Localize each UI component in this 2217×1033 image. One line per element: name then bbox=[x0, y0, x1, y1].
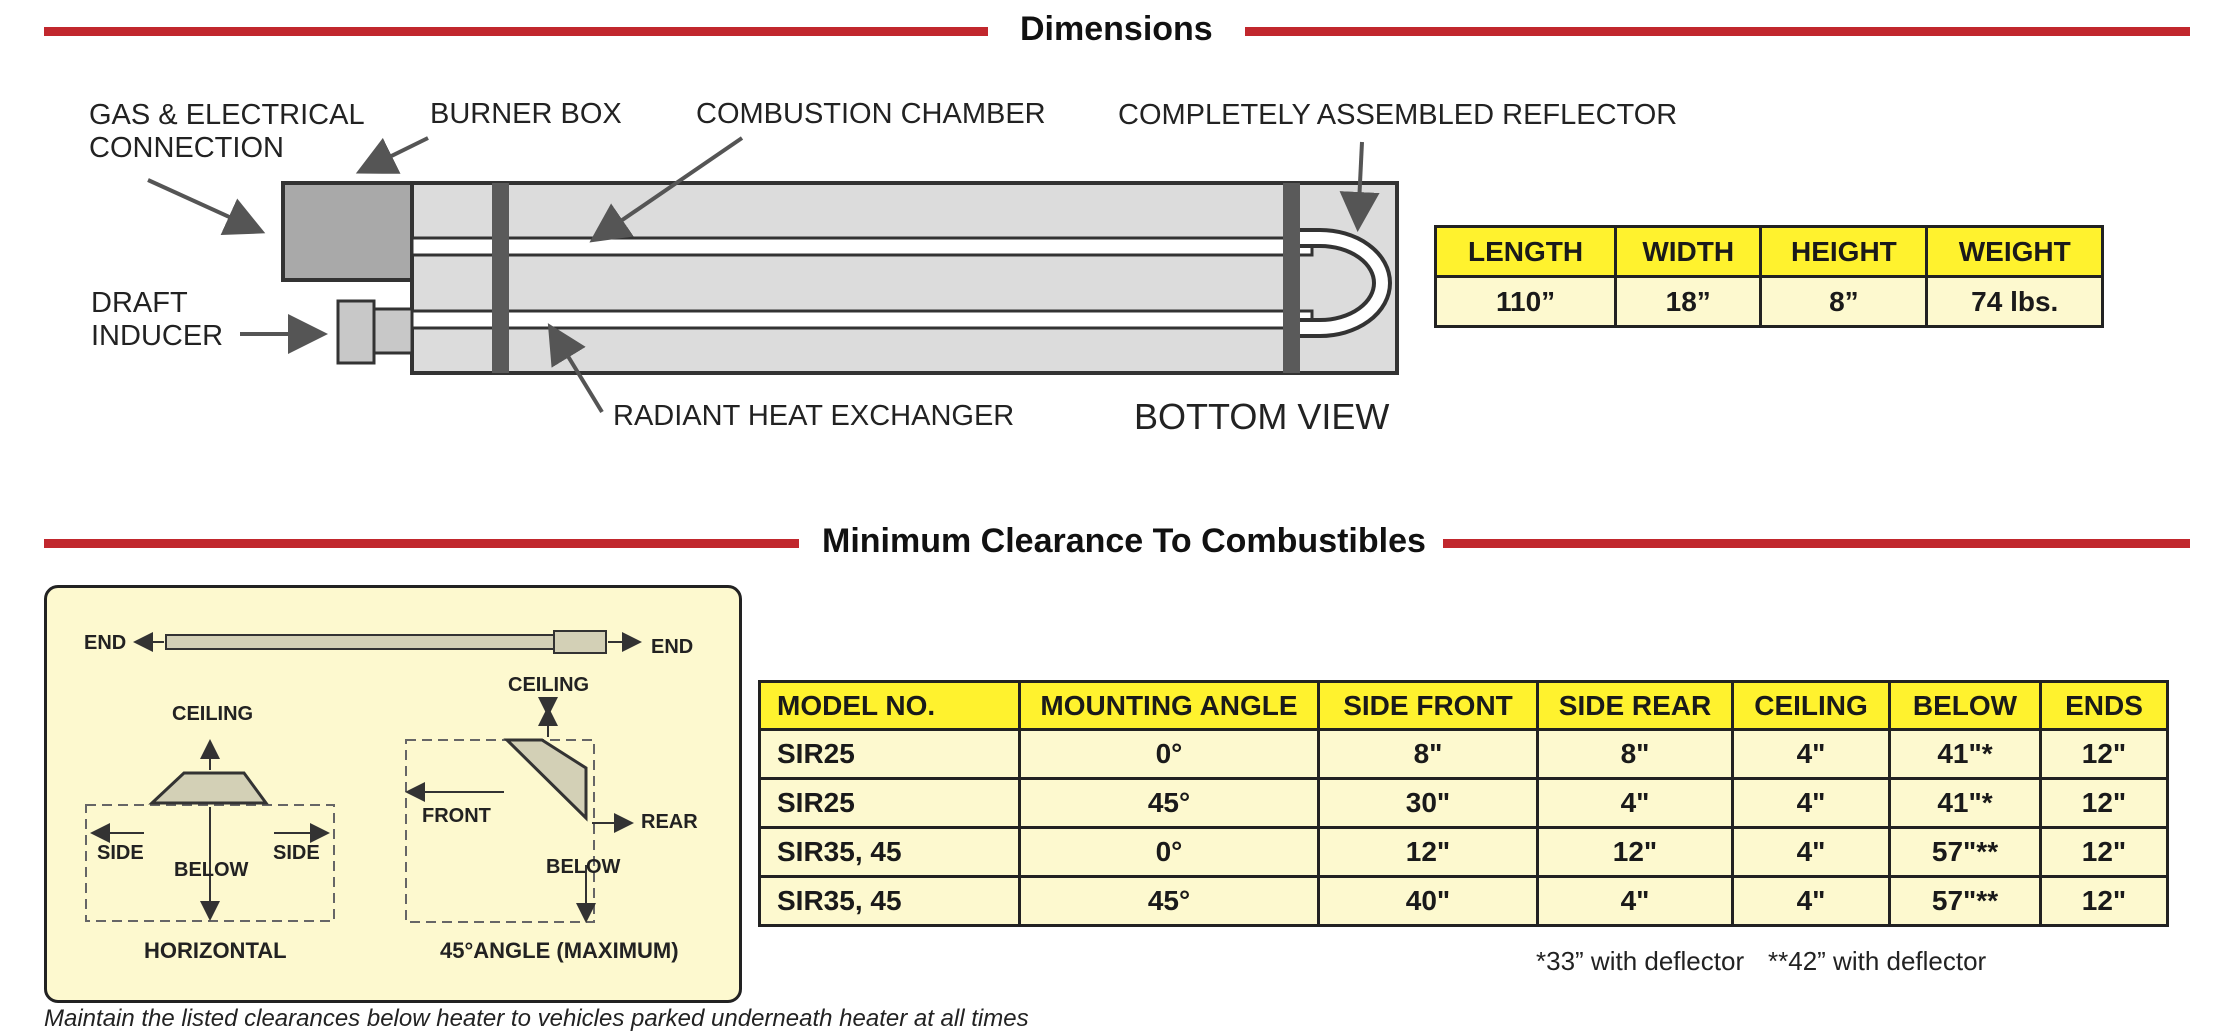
cell-below: 41"* bbox=[1890, 730, 2041, 779]
reflector-label: COMPLETELY ASSEMBLED REFLECTOR bbox=[1118, 99, 1678, 131]
draft-inducer-label bbox=[91, 287, 223, 353]
draft-inducer-line-1: DRAFT bbox=[91, 287, 188, 319]
diagram-horizontal-label: HORIZONTAL bbox=[144, 938, 287, 963]
header-below: BELOW bbox=[1890, 682, 2041, 730]
spec-value-height: 8” bbox=[1761, 277, 1927, 327]
clearance-rule-left bbox=[44, 539, 799, 548]
cell-below: 41"* bbox=[1890, 779, 2041, 828]
diagram-ceiling-left: CEILING bbox=[172, 703, 254, 725]
table-row bbox=[760, 877, 2168, 926]
clearance-title: Minimum Clearance To Combustibles bbox=[822, 522, 1426, 560]
cell-side-rear: 12" bbox=[1538, 828, 1733, 877]
dimensions-spec-table bbox=[1434, 225, 2104, 328]
header-mounting-angle: MOUNTING ANGLE bbox=[1020, 682, 1319, 730]
cell-angle: 45° bbox=[1020, 877, 1319, 926]
diagram-below-right: BELOW bbox=[546, 856, 621, 878]
cell-ends: 12" bbox=[2041, 828, 2168, 877]
cell-side-front: 40" bbox=[1319, 877, 1538, 926]
spec-value-width: 18” bbox=[1616, 277, 1761, 327]
cell-ceiling: 4" bbox=[1733, 828, 1890, 877]
clearance-table bbox=[758, 680, 2169, 927]
cell-side-rear: 4" bbox=[1538, 779, 1733, 828]
draft-inducer-line-2: INDUCER bbox=[91, 320, 224, 352]
spec-value-row bbox=[1436, 277, 2103, 327]
spec-value-length: 110” bbox=[1436, 277, 1616, 327]
cell-side-front: 12" bbox=[1319, 828, 1538, 877]
deflector-note-1: *33” with deflector bbox=[1536, 946, 1745, 976]
diagram-side-right: SIDE bbox=[273, 842, 320, 864]
spec-header-width: WIDTH bbox=[1616, 227, 1761, 277]
table-row bbox=[760, 730, 2168, 779]
gas-electrical-line-2: CONNECTION bbox=[89, 132, 284, 164]
spec-header-length: LENGTH bbox=[1436, 227, 1616, 277]
cell-side-rear: 8" bbox=[1538, 730, 1733, 779]
header-ceiling: CEILING bbox=[1733, 682, 1890, 730]
cell-ends: 12" bbox=[2041, 779, 2168, 828]
spec-header-height: HEIGHT bbox=[1761, 227, 1927, 277]
diagram-angle-label: 45°ANGLE (MAXIMUM) bbox=[440, 938, 679, 963]
diagram-rear: REAR bbox=[641, 811, 698, 833]
diagram-end-right: END bbox=[651, 636, 694, 658]
cell-ends: 12" bbox=[2041, 877, 2168, 926]
table-row bbox=[760, 828, 2168, 877]
cell-model: SIR25 bbox=[760, 730, 1020, 779]
diagram-front: FRONT bbox=[422, 805, 491, 827]
cell-model: SIR35, 45 bbox=[760, 828, 1020, 877]
cell-ceiling: 4" bbox=[1733, 730, 1890, 779]
header-side-front: SIDE FRONT bbox=[1319, 682, 1538, 730]
cell-ends: 12" bbox=[2041, 730, 2168, 779]
combustion-chamber-label: COMBUSTION CHAMBER bbox=[696, 98, 1046, 130]
cell-side-rear: 4" bbox=[1538, 877, 1733, 926]
gas-electrical-label bbox=[89, 99, 365, 165]
dimensions-title: Dimensions bbox=[1020, 10, 1213, 48]
gas-electrical-line-1: GAS & ELECTRICAL bbox=[89, 99, 365, 131]
bottom-view-label: BOTTOM VIEW bbox=[1134, 396, 1390, 437]
header-ends: ENDS bbox=[2041, 682, 2168, 730]
clearance-header-row bbox=[760, 682, 2168, 730]
cell-below: 57"** bbox=[1890, 877, 2041, 926]
header-side-rear: SIDE REAR bbox=[1538, 682, 1733, 730]
burner-box-label: BURNER BOX bbox=[430, 98, 622, 130]
heater-bottom-view-diagram bbox=[0, 0, 1420, 450]
diagram-below-left: BELOW bbox=[174, 859, 249, 881]
cell-angle: 0° bbox=[1020, 828, 1319, 877]
cell-angle: 0° bbox=[1020, 730, 1319, 779]
table-row bbox=[760, 779, 2168, 828]
clearance-rule-right bbox=[1443, 539, 2190, 548]
cell-model: SIR35, 45 bbox=[760, 877, 1020, 926]
diagram-ceiling-right: CEILING bbox=[508, 674, 590, 696]
spec-header-weight: WEIGHT bbox=[1927, 227, 2103, 277]
cell-model: SIR25 bbox=[760, 779, 1020, 828]
spec-header-row bbox=[1436, 227, 2103, 277]
deflector-note-2: **42” with deflector bbox=[1768, 946, 1987, 976]
cell-angle: 45° bbox=[1020, 779, 1319, 828]
cell-ceiling: 4" bbox=[1733, 779, 1890, 828]
spec-value-weight: 74 lbs. bbox=[1927, 277, 2103, 327]
diagram-end-left: END bbox=[84, 632, 127, 654]
cell-side-front: 30" bbox=[1319, 779, 1538, 828]
diagram-side-left: SIDE bbox=[97, 842, 144, 864]
cell-side-front: 8" bbox=[1319, 730, 1538, 779]
header-model: MODEL NO. bbox=[760, 682, 1020, 730]
footer-clearance-note: Maintain the listed clearances below heater to vehicles parked underneath heater at all times bbox=[44, 1005, 1029, 1032]
radiant-heat-exchanger-label: RADIANT HEAT EXCHANGER bbox=[613, 400, 1015, 432]
cell-ceiling: 4" bbox=[1733, 877, 1890, 926]
cell-below: 57"** bbox=[1890, 828, 2041, 877]
